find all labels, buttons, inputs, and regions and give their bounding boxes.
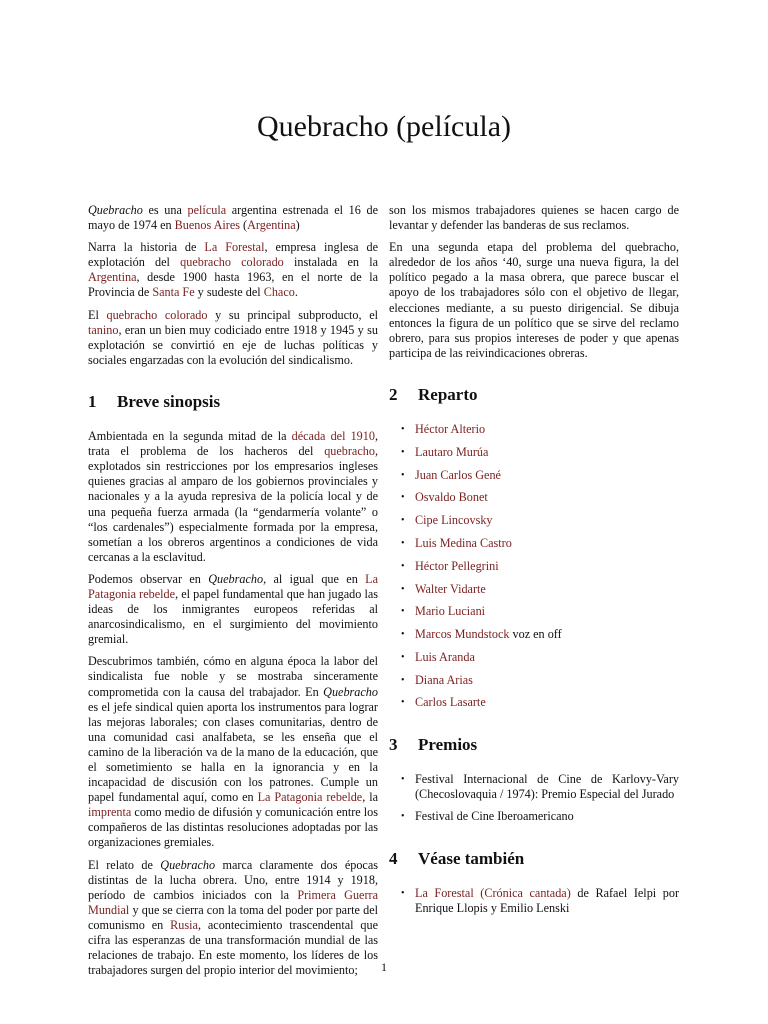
cast-member-link[interactable]: Carlos Lasarte: [415, 695, 486, 710]
bullet-icon: •: [401, 560, 405, 572]
cast-list-item: [401, 559, 679, 574]
sinopsis-paragraph-1: Ambientada en la segunda mitad de la década del 1910, trata el problema de los hacheros del quebracho, explotados sin restricciones por los empresarios ingleses quienes gracias al amparo de los gobiernos provinciales y nacionales y a la ayuda represiva de la policía local y de una pequeña fuerza armada (la “gendarmería volante” o “los cardenales”) especialmente formada por la empresa, sometían a los obreros argentinos a condiciones de vida cercanas a la esclavitud.: [88, 429, 378, 564]
link-chaco[interactable]: Chaco: [263, 285, 295, 300]
bullet-icon: •: [401, 651, 405, 663]
bullet-icon: •: [401, 515, 405, 527]
right-column: [389, 203, 679, 924]
intro-paragraph-1: Quebracho es una película argentina estrenada el 16 de mayo de 1974 en Buenos Aires (Argentina): [88, 203, 378, 233]
link-santa-fe[interactable]: Santa Fe: [152, 285, 195, 300]
link-rusia[interactable]: Rusia: [170, 917, 198, 932]
awards-list: [389, 772, 679, 825]
continued-paragraph: son los mismos trabajadores quienes se hacen cargo de levantar y defender las banderas de sus reclamos.: [389, 203, 679, 233]
award-text: Festival de Cine Iberoamericano: [415, 809, 574, 824]
cast-member-link[interactable]: Luis Aranda: [415, 649, 475, 664]
cast-list-item: [401, 536, 679, 551]
intro-paragraph-3: El quebracho colorado y su principal subproducto, el tanino, eran un bien muy codiciado entre 1918 y 1945 y su explotación se convirtió en eje de luchas políticas y sociales engarzadas con la evolución del sindicalismo.: [88, 307, 378, 367]
link-la-forestal-cronica[interactable]: La Forestal (Crónica cantada): [415, 885, 571, 900]
sinopsis-paragraph-4: El relato de Quebracho marca claramente dos épocas distintas de la lucha obrera. Uno, entre 1914 y 1918, período de cambios iniciados con la Primera Guerra Mundial y que se cierra con la toma del poder por parte del comunismo en Rusia, acontecimiento trascendental que cifra las esperanzas de una transformación mundial de las relaciones de trabajo. En este momento, los líderes de los trabajadores surgen del propio interior del movimiento;: [88, 857, 378, 978]
bullet-icon: •: [401, 674, 405, 686]
cast-list-item: [401, 468, 679, 483]
award-list-item: [401, 772, 679, 802]
section-heading-premios: 3 Premios: [389, 734, 478, 754]
link-la-forestal[interactable]: La Forestal: [204, 240, 265, 255]
cast-member-link[interactable]: Héctor Pellegrini: [415, 558, 499, 573]
bullet-icon: •: [401, 887, 405, 899]
award-text: Festival Internacional de Cine de Karlovy-Vary (Checoslovaquia / 1974): Premio Especial del Jurado: [415, 771, 679, 801]
sinopsis-paragraph-3: Descubrimos también, cómo en alguna época la labor del sindicalista fue noble y se mostraba sinceramente comprometida con la causa del trabajador. En Quebracho es el jefe sindical quien aporta los instrumentos para lograr las mejoras laborales; con clases comunitarias, dentro de una comunidad casi analfabeta, se les enseña que el camino de la liberación va de la mano de la educación, que el sometimiento se halla en la ignorancia y en la incapacidad de discusión con los patrones. Cumple un papel fundamental aquí, como en La Patagonia rebelde, la imprenta como medio de difusión y comunicación entre los compañeros de las distintas resoluciones adoptadas por las organizaciones gremiales.: [88, 654, 378, 850]
cast-member-link[interactable]: Juan Carlos Gené: [415, 467, 501, 482]
cast-member-link[interactable]: Cipe Lincovsky: [415, 513, 493, 528]
link-patagonia-rebelde[interactable]: La Patagonia rebelde: [88, 571, 379, 601]
cast-list-item: [401, 650, 679, 665]
section-heading-reparto: 2 Reparto: [389, 384, 478, 404]
cast-list-item: [401, 627, 679, 642]
link-argentina-2[interactable]: Argentina: [88, 270, 137, 285]
cast-member-link[interactable]: Osvaldo Bonet: [415, 490, 488, 505]
cast-member-link[interactable]: Marcos Mundstock: [415, 627, 510, 642]
section-heading-sinopsis: 1 Breve sinopsis: [88, 391, 221, 411]
cast-list-item: [401, 582, 679, 597]
cast-list-item: [401, 695, 679, 710]
bullet-icon: •: [401, 583, 405, 595]
page-number: 1: [381, 960, 387, 974]
cast-list-item: [401, 422, 679, 437]
list-item: • La Forestal (Crónica cantada) de Rafael Ielpi por Enrique Llopis y Emilio Lenski: [401, 885, 679, 915]
cast-member-role: voz en off: [509, 627, 562, 642]
bullet-icon: •: [401, 424, 405, 436]
bullet-icon: •: [401, 606, 405, 618]
page-title: Quebracho (película): [256, 110, 512, 143]
cast-member-link[interactable]: Mario Luciani: [415, 604, 486, 619]
cast-member-link[interactable]: Héctor Alterio: [415, 422, 486, 437]
cast-member-link[interactable]: Walter Vidarte: [415, 581, 486, 596]
bullet-icon: •: [401, 773, 405, 785]
left-column: [88, 203, 378, 985]
link-patagonia-rebelde-2[interactable]: La Patagonia rebelde: [257, 790, 363, 805]
bullet-icon: •: [401, 469, 405, 481]
link-buenos-aires[interactable]: Buenos Aires: [174, 218, 240, 233]
bullet-icon: •: [401, 446, 405, 458]
link-quebracho-colorado[interactable]: quebracho colorado: [180, 255, 284, 270]
link-imprenta[interactable]: imprenta: [88, 805, 132, 820]
link-quebracho-colorado-2[interactable]: quebracho colorado: [106, 307, 208, 322]
cast-list-item: [401, 604, 679, 619]
film-title-italic: Quebracho: [88, 203, 143, 217]
cast-list: [389, 422, 679, 710]
cast-member-link[interactable]: Luis Medina Castro: [415, 535, 512, 550]
link-quebracho[interactable]: quebracho: [324, 444, 375, 459]
cast-member-link[interactable]: Diana Arias: [415, 672, 473, 687]
link-decada-1910[interactable]: década del 1910: [291, 429, 375, 444]
link-argentina[interactable]: Argentina: [247, 218, 296, 233]
link-pelicula[interactable]: película: [187, 203, 227, 217]
cast-list-item: [401, 513, 679, 528]
sinopsis-paragraph-2: Podemos observar en Quebracho, al igual que en La Patagonia rebelde, el papel fundamental que han jugado las ideas de los inmigrantes europeos referidas al anarcosindicalismo, en el surgimiento del movimiento gremial.: [88, 571, 379, 647]
second-stage-paragraph: En una segunda etapa del problema del quebracho, alrededor de los años ‘40, surge una nueva figura, la del político pegado a la masa obrera, que parece buscar el apoyo de los trabajadores sólo con el objetivo de llegar, elecciones mediante, a su puesto dirigencial. Se dibuja entonces la figura de un político que se sirve del reclamo obrero, para sus propios intereses de poder y que apenas participa de las reivindicaciones obreras.: [389, 240, 679, 360]
cast-member-link[interactable]: Lautaro Murúa: [415, 444, 489, 459]
link-tanino[interactable]: tanino: [88, 322, 119, 337]
cast-list-item: [401, 490, 679, 505]
cast-list-item: [401, 673, 679, 688]
link-primera-guerra-mundial[interactable]: Primera Guerra Mundial: [88, 887, 378, 917]
bullet-icon: •: [401, 537, 405, 549]
section-heading-vease: 4 Véase también: [389, 848, 525, 868]
bullet-icon: •: [401, 811, 405, 823]
bullet-icon: •: [401, 492, 405, 504]
bullet-icon: •: [401, 697, 405, 709]
award-list-item: [401, 809, 679, 824]
cast-list-item: [401, 445, 679, 460]
see-also-list: [389, 886, 679, 916]
bullet-icon: •: [401, 629, 405, 641]
intro-paragraph-2: Narra la historia de La Forestal, empresa inglesa de explotación del quebracho colorado instalada en la Argentina, desde 1900 hasta 1963, en el norte de la Provincia de Santa Fe y sudeste del Chaco.: [88, 240, 378, 300]
